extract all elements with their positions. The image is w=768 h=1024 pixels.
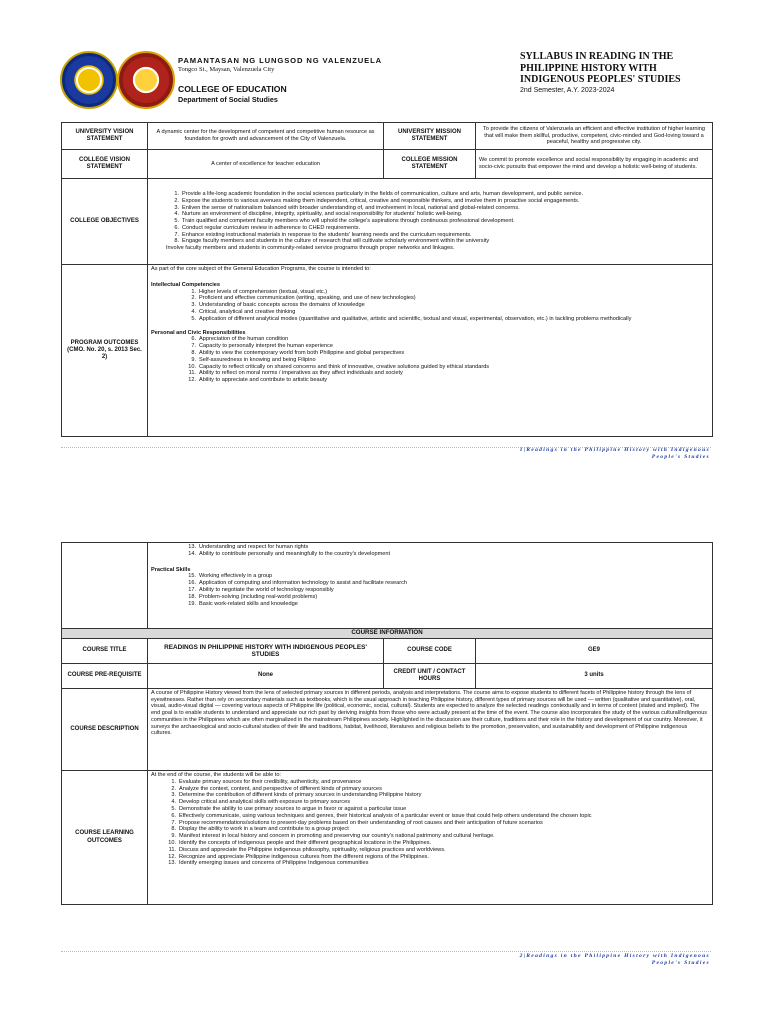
civic-responsibility-item	[185, 350, 709, 357]
college-objective-number: 1.	[174, 190, 179, 197]
page-2-separator	[61, 951, 711, 952]
course-prerequisite-label: COURSE PRE-REQUISITE	[62, 664, 148, 689]
learning-outcome-item	[165, 860, 709, 867]
practical-skill-text: Basic work-related skills and knowledge	[199, 600, 298, 607]
learning-outcome-item	[165, 806, 709, 813]
learning-outcome-text: Evaluate primary sources for their credibility, authenticity, and provenance	[179, 778, 362, 785]
college-objective-number: 7.	[174, 231, 179, 238]
civic-responsibility-text: Ability to reflect on moral norms / imperatives as they affect individuals and society	[199, 370, 403, 377]
college-objective-text: Enliven the sense of nationalism balanced with broader understanding of, and involvement in local, national and global-related concerns.	[182, 204, 520, 211]
practical-skill-item	[185, 601, 709, 608]
civic-responsibility-text: Appreciation of the human condition	[199, 336, 289, 343]
college-objective-number: 3.	[174, 204, 179, 211]
course-information-table	[61, 542, 713, 905]
intellectual-competency-item	[185, 316, 709, 323]
college-objective-number: 4.	[174, 211, 179, 218]
college-objective-item	[168, 225, 709, 232]
university-name: PAMANTASAN NG LUNGSOD NG VALENZUELA	[178, 56, 383, 65]
program-outcomes-cell	[148, 265, 713, 437]
college-mission-label: COLLEGE MISSION STATEMENT	[384, 150, 476, 179]
civic-responsibility-text: Capacity to reflect critically on shared concerns and think of innovative, creative solutions guided by ethical standards	[199, 363, 490, 370]
practical-skills-list	[185, 573, 709, 607]
civic-responsibility-text: Ability to view the contemporary world from both Philippine and global perspectives	[199, 349, 405, 356]
learning-outcome-number: 3.	[171, 792, 176, 799]
college-of-education-seal-logo	[117, 51, 175, 109]
program-outcomes-intro: As part of the core subject of the General Education Programs, the course is intended to:	[151, 266, 371, 272]
intellectual-competency-text: Critical, analytical and creative thinking	[199, 308, 296, 315]
learning-outcome-text: Display the ability to work in a team and contribute to a group project	[179, 826, 349, 833]
learning-outcome-number: 5.	[171, 805, 176, 812]
intellectual-competency-number: 1.	[191, 288, 196, 295]
civic-responsibility-number: 7.	[191, 343, 196, 350]
intellectual-competency-text: Application of different analytical modes (quantitative and qualitative, artistic and scientific, textual and visual, experimental, observation, etc.) in tackling problems methodically	[199, 315, 632, 322]
course-information-heading: COURSE INFORMATION	[62, 629, 713, 639]
college-objectives-label: COLLEGE OBJECTIVES	[62, 179, 148, 265]
civic-responsibility-item	[185, 336, 709, 343]
learning-outcome-text: Determine the contribution of different kinds of primary sources in understanding Philippine history	[179, 792, 422, 799]
college-vision-label: COLLEGE VISION STATEMENT	[62, 150, 148, 179]
semester-label: 2nd Semester, A.Y. 2023-2024	[520, 87, 615, 94]
college-objective-number: 6.	[174, 224, 179, 231]
learning-outcome-number: 11.	[168, 846, 176, 853]
civic-responsibility-item	[185, 364, 709, 371]
intellectual-competency-text: Understanding of basic concepts across the domains of knowledge	[199, 302, 365, 309]
civic-responsibility-text: Ability to appreciate and contribute to artistic beauty	[199, 377, 328, 384]
university-mission-label: UNIVERSITY MISSION STATEMENT	[384, 123, 476, 150]
civic-responsibility-number: 11.	[188, 370, 196, 377]
course-learning-outcomes-cell	[148, 771, 713, 905]
university-vision-label: UNIVERSITY VISION STATEMENT	[62, 123, 148, 150]
practical-skill-text: Ability to negotiate the world of technology responsibly	[199, 586, 334, 593]
department-name: Department of Social Studies	[178, 95, 278, 104]
college-objective-text: Enhance existing instructional materials in response to the students' learning needs and the curriculum requirements.	[182, 231, 472, 238]
intellectual-competency-number: 5.	[191, 315, 196, 322]
civic-responsibility-item	[185, 357, 709, 364]
learning-outcome-item	[165, 854, 709, 861]
civic-responsibility-item	[185, 370, 709, 377]
learning-outcome-number: 1.	[171, 778, 176, 785]
practical-skill-number: 15.	[188, 573, 196, 580]
college-objective-item	[168, 205, 709, 212]
civic-responsibility-item	[185, 544, 709, 551]
practical-skill-text: Working effectively in a group	[199, 573, 273, 580]
learning-outcome-item	[165, 826, 709, 833]
page-2-footer: 2|Readings in the Philippine History with Indigenous People's Studies	[519, 953, 710, 966]
learning-outcome-number: 12.	[168, 853, 176, 860]
intellectual-competency-item	[185, 302, 709, 309]
intellectual-competencies-list	[185, 289, 709, 323]
learning-outcome-number: 13.	[168, 860, 176, 867]
civic-responsibilities-list	[185, 336, 709, 384]
college-objectives-extra: Involve faculty members and students in community-related service programs through proper networks and linkages.	[166, 245, 455, 252]
practical-skill-item	[185, 573, 709, 580]
civic-responsibility-number: 10.	[188, 363, 196, 370]
intellectual-competency-item	[185, 295, 709, 302]
learning-outcome-text: Effectively communicate, using various techniques and genres, their historical analysis of a particular event or issue that could help others understand the chosen topic	[179, 812, 592, 819]
college-objective-number: 2.	[174, 197, 179, 204]
practical-skill-number: 16.	[188, 580, 196, 587]
learning-outcome-number: 10.	[168, 839, 176, 846]
learning-outcome-number: 9.	[171, 833, 176, 840]
intellectual-competency-number: 3.	[191, 302, 196, 309]
credit-unit-label: CREDIT UNIT / CONTACT HOURS	[384, 664, 476, 689]
page-1-footer: 1|Readings in the Philippine History with Indigenous People's Studies	[519, 447, 710, 460]
college-objectives-list	[168, 191, 709, 245]
college-mission-text: We commit to promote excellence and social responsibility by engaging in academic and socio-civic pursuits that empower the mind and develop a holistic well-being of students.	[476, 150, 713, 179]
university-address: Tongco St., Maysan, Valenzuela City	[178, 66, 275, 73]
civic-responsibility-item	[185, 343, 709, 350]
intellectual-competencies-heading: Intellectual Competencies	[151, 281, 221, 288]
civic-responsibility-number: 8.	[191, 349, 196, 356]
college-objective-number: 5.	[174, 218, 179, 225]
practical-skill-text: Problem-solving (including real-world problems)	[199, 593, 318, 600]
course-title-value: READINGS IN PHILIPPINE HISTORY WITH INDIGENOUS PEOPLES' STUDIES	[148, 639, 384, 664]
course-learning-outcomes-intro: At the end of the course, the students will be able to:	[151, 772, 281, 778]
college-objective-item	[168, 191, 709, 198]
college-objectives-cell	[148, 179, 713, 265]
college-objective-item	[168, 198, 709, 205]
civic-responsibility-text: Ability to contribute personally and meaningfully to the country's development	[199, 550, 391, 557]
learning-outcome-text: Analyze the context, content, and perspective of different kinds of primary sources	[179, 785, 382, 792]
college-objective-text: Expose the students to various avenues making them independent, critical, creative and responsible thinkers, and involve them in proactive social engagements.	[182, 197, 580, 204]
outcomes-continued-label	[62, 543, 148, 629]
college-objective-item	[168, 218, 709, 225]
university-mission-text: To provide the citizens of Valenzuela an efficient and effective institution of higher learning that will make them skillful, productive, competent, civic-minded and God-loving toward a peaceful, healthy and progressive city.	[476, 123, 713, 150]
civic-responsibility-number: 6.	[191, 336, 196, 343]
learning-outcome-text: Discuss and appreciate the Philippine indigenous philosophy, spirituality, religious practices and worldviews.	[179, 846, 446, 853]
learning-outcome-item	[165, 779, 709, 786]
learning-outcome-item	[165, 840, 709, 847]
learning-outcome-text: Propose recommendations/solutions to present-day problems based on their understanding of root causes and their anticipation of future scenarios	[179, 819, 543, 826]
learning-outcome-text: Demonstrate the ability to use primary sources to argue in favor or against a particular issue	[179, 805, 407, 812]
college-objective-item	[168, 211, 709, 218]
civic-responsibility-item	[185, 551, 709, 558]
plv-seal-logo	[60, 51, 118, 109]
learning-outcome-item	[165, 813, 709, 820]
civic-responsibilities-list-continued	[185, 544, 709, 558]
practical-skill-number: 19.	[188, 600, 196, 607]
learning-outcome-text: Develop critical and analytical skills with exposure to primary sources	[179, 799, 350, 806]
practical-skill-number: 17.	[188, 586, 196, 593]
college-objective-number: 8.	[174, 238, 179, 245]
course-prerequisite-value: None	[148, 664, 384, 689]
college-objective-text: Engage faculty members and students in the culture of research that will cultivate scholarly environment within the university	[182, 238, 490, 245]
practical-skill-item	[185, 580, 709, 587]
college-objective-text: Nurture an environment of discipline, integrity, spirituality, and social responsibility for students' holistic well-being.	[182, 211, 463, 218]
learning-outcome-number: 7.	[171, 819, 176, 826]
civic-responsibility-text: Self-assuredness in knowing and being Filipino	[199, 356, 316, 363]
civic-responsibility-number: 13.	[188, 544, 196, 550]
practical-skill-text: Application of computing and information technology to assist and facilitate research	[199, 580, 408, 587]
outcomes-continued-cell	[148, 543, 713, 629]
learning-outcome-text: Manifest interest in local history and concern in promoting and preserving our country's national patrimony and cultural heritage.	[179, 833, 495, 840]
college-objective-text: Conduct regular curriculum review in adherence to CHED requirements.	[182, 224, 361, 231]
intellectual-competency-number: 2.	[191, 295, 196, 302]
learning-outcome-number: 8.	[171, 826, 176, 833]
syllabus-title: SYLLABUS IN READING IN THE PHILIPPINE HISTORY WITH INDIGENOUS PEOPLES' STUDIES	[520, 51, 681, 85]
learning-outcome-text: Identify emerging issues and concerns of Philippine Indigenous communities	[179, 860, 369, 867]
learning-outcome-number: 6.	[171, 812, 176, 819]
learning-outcome-number: 4.	[171, 799, 176, 806]
college-vision-text: A center of excellence for teacher education	[148, 150, 384, 179]
practical-skill-item	[185, 594, 709, 601]
practical-skill-item	[185, 587, 709, 594]
course-code-label: COURSE CODE	[384, 639, 476, 664]
intellectual-competency-item	[185, 289, 709, 296]
learning-outcome-text: Recognize and appreciate Philippine indigenous cultures from the different regions of the Philippines.	[179, 853, 429, 860]
civic-responsibility-number: 12.	[188, 377, 196, 384]
civic-responsibility-text: Understanding and respect for human rights	[199, 544, 309, 550]
civic-responsibility-number: 9.	[191, 356, 196, 363]
course-learning-outcomes-label: COURSE LEARNING OUTCOMES	[62, 771, 148, 905]
college-objective-item	[168, 232, 709, 239]
civic-responsibility-item	[185, 377, 709, 384]
course-title-label: COURSE TITLE	[62, 639, 148, 664]
practical-skills-heading: Practical Skills	[151, 566, 191, 573]
civic-responsibilities-heading: Personal and Civic Responsibilities	[151, 329, 246, 336]
college-name: COLLEGE OF EDUCATION	[178, 84, 287, 94]
learning-outcome-item	[165, 786, 709, 793]
college-objective-item	[168, 238, 709, 245]
learning-outcome-item	[165, 847, 709, 854]
learning-outcome-item	[165, 799, 709, 806]
intellectual-competency-text: Higher levels of comprehension (textual, visual etc.)	[199, 288, 328, 295]
college-objective-text: Provide a life-long academic foundation in the social sciences particularly in the fields of communication, culture and arts, human development, and public service.	[182, 190, 584, 197]
learning-outcome-item	[165, 833, 709, 840]
course-description-label: COURSE DESCRIPTION	[62, 689, 148, 771]
vision-mission-table	[61, 122, 713, 437]
civic-responsibility-text: Capacity to personally interpret the human experience	[199, 343, 334, 350]
course-code-value: GE9	[476, 639, 713, 664]
course-description-text: A course of Philippine History viewed from the lens of selected primary sources in different periods, analysis and interpretations. The course aims to expose students to different facets of Philippine history through the lens of eyewitnesses. Rather than rely on secondary materials such as textbooks, which is the usual approach in teaching Philippine history, different types of primary sources will be used — written (qualitative and quantitative), oral, visual, audio-visual digital — covering various aspects of Philippine life (political, economic, social, cultural). Students are expected to analyze the selected readings contextually and in terms of content (stated and implied). The end goal is to enable students to understand and appreciate our rich past by deriving insights from those who were actually present at the time of the event. The course also incorporates the study of the various cultural/indigenous communities in the Philippines which are often marginalized in the mainstream Philippines society. Highlighted in the discussion are their culture, traditions and their role in the history and development of our country. Moreover, it surveys the archaeological and socio-cultural studies of their life and traditions, habitat, livelihood, literatures and religious beliefs to the promotion, preservation, and sustainability and development of Philippine indigenous cultures.	[148, 689, 713, 771]
practical-skill-number: 18.	[188, 593, 196, 600]
intellectual-competency-item	[185, 309, 709, 316]
learning-outcome-number: 2.	[171, 785, 176, 792]
intellectual-competency-number: 4.	[191, 308, 196, 315]
civic-responsibility-number: 14.	[188, 550, 196, 557]
course-learning-outcomes-list	[165, 779, 709, 867]
credit-unit-value: 3 units	[476, 664, 713, 689]
college-objective-text: Train qualified and competent faculty members who will uphold the college's aspirations through continuous professional development.	[182, 218, 515, 225]
learning-outcome-text: Identify the concepts of indigenous people and their different geographical locations in the Philippines.	[179, 839, 432, 846]
learning-outcome-item	[165, 820, 709, 827]
program-outcomes-label: PROGRAM OUTCOMES (CMO. No. 20, s. 2013 Sec. 2)	[62, 265, 148, 437]
learning-outcome-item	[165, 792, 709, 799]
intellectual-competency-text: Proficient and effective communication (writing, speaking, and use of new technologies)	[199, 295, 416, 302]
university-vision-text: A dynamic center for the development of competent and competitive human resource as foundation for growth and advancement of the City of Valenzuela.	[148, 123, 384, 150]
